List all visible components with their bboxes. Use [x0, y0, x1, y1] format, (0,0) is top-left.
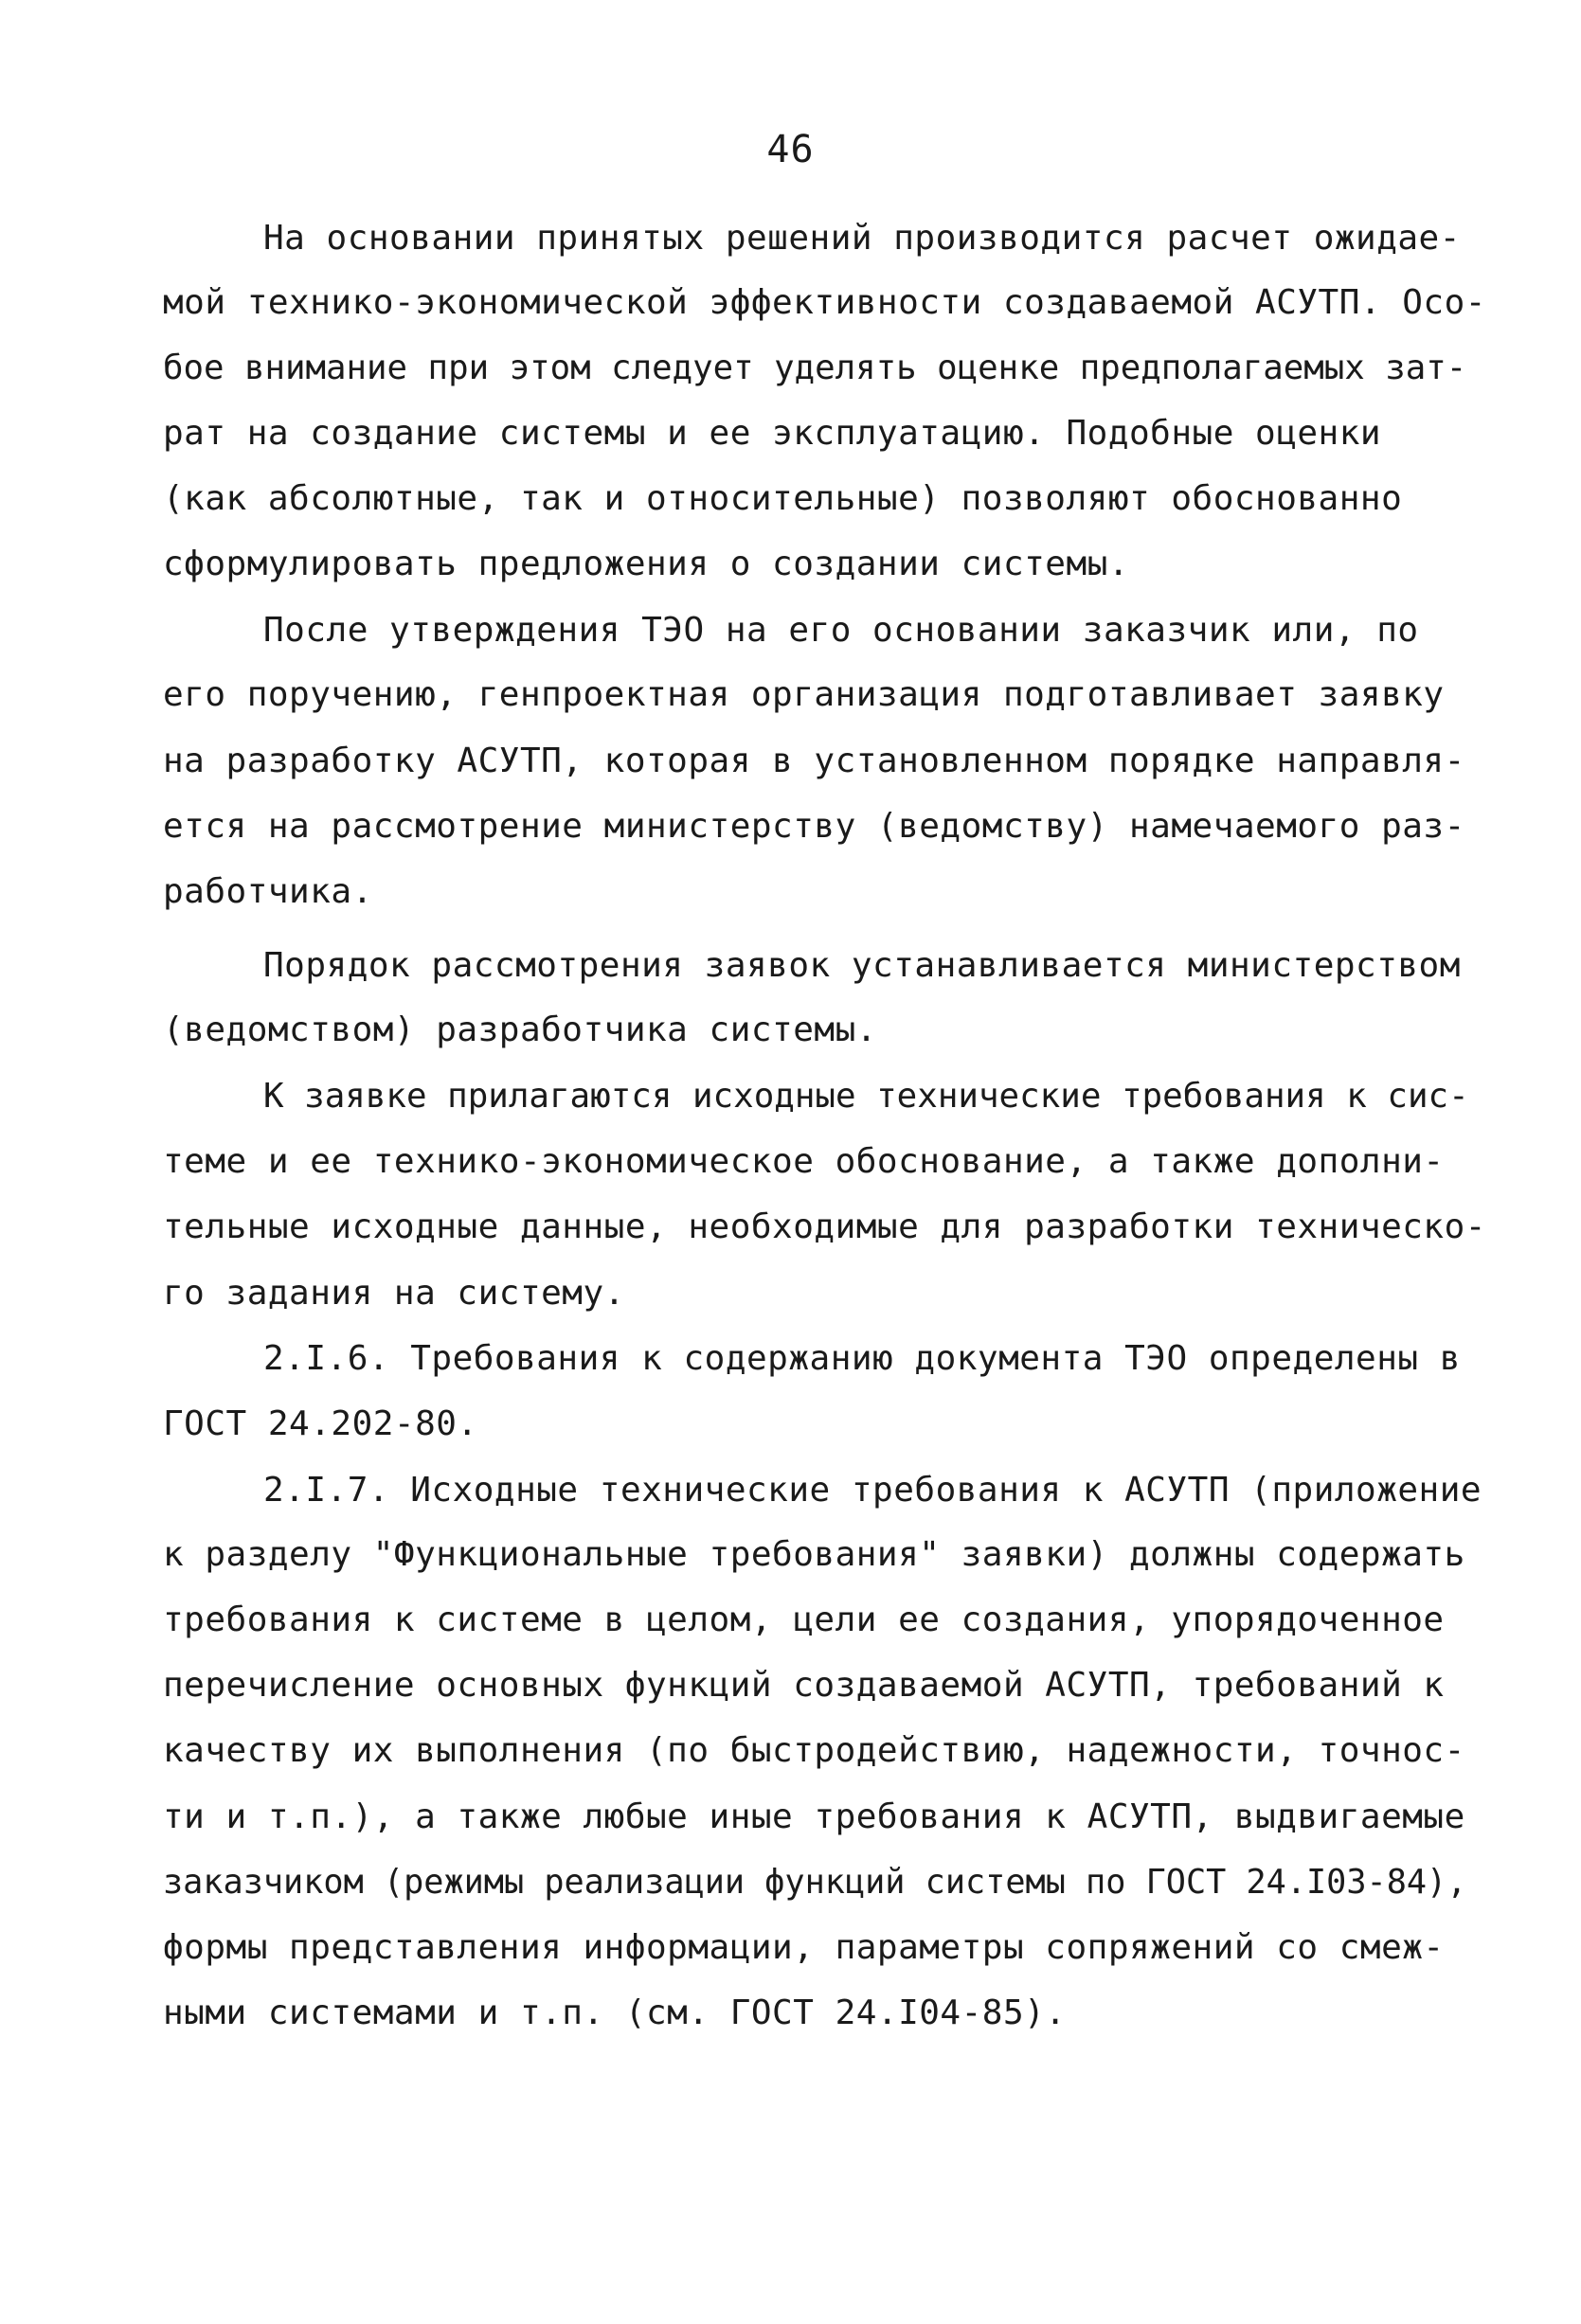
text-line: После утверждения ТЭО на его основании заказчик или, по — [263, 611, 1419, 650]
text-line: бое внимание при этом следует уделять оценке предполагаемых зат- — [163, 349, 1467, 387]
text-line: заказчиком (режимы реализации функций системы по ГОСТ 24.I03-84), — [163, 1863, 1467, 1902]
text-line: ГОСТ 24.202-80. — [163, 1404, 478, 1443]
text-line: теме и ее технико-экономическое обоснование, а также дополни- — [163, 1142, 1445, 1181]
text-line: го задания на систему. — [163, 1274, 625, 1313]
text-line: К заявке прилагаются исходные технические требования к сис- — [263, 1077, 1469, 1116]
text-line: на разработку АСУТП, которая в установленном порядке направля- — [163, 742, 1465, 780]
text-line: сформулировать предложения о создании системы. — [163, 545, 1129, 583]
text-line: к разделу "Функциональные требования" заявки) должны содержать — [163, 1535, 1465, 1574]
text-line: тельные исходные данные, необходимые для разработки техническо- — [163, 1207, 1486, 1246]
text-line: ными системами и т.п. (см. ГОСТ 24.I04-85). — [163, 1993, 1067, 2032]
text-line: (ведомством) разработчика системы. — [163, 1010, 877, 1049]
text-line: (как абсолютные, так и относительные) позволяют обоснованно — [163, 479, 1403, 518]
text-line: 2.I.7. Исходные технические требования к АСУТП (приложение — [263, 1471, 1482, 1510]
text-line: рат на создание системы и ее эксплуатацию. Подобные оценки — [163, 414, 1382, 453]
text-line: качеству их выполнения (по быстродействию, надежности, точнос- — [163, 1731, 1465, 1770]
text-line: ется на рассмотрение министерству (ведомству) намечаемого раз- — [163, 807, 1465, 846]
text-line: перечисление основных функций создаваемой АСУТП, требований к — [163, 1666, 1445, 1705]
text-line: ти и т.п.), а также любые иные требования к АСУТП, выдвигаемые — [163, 1797, 1465, 1836]
text-line: мой технико-экономической эффективности создаваемой АСУТП. Осо- — [163, 283, 1486, 322]
text-line: 2.I.6. Требования к содержанию документа ТЭО определены в — [263, 1339, 1461, 1378]
text-line: Порядок рассмотрения заявок устанавливается министерством — [263, 946, 1461, 985]
text-line: работчика. — [163, 872, 373, 911]
text-line: формы представления информации, параметры сопряжений со смеж- — [163, 1928, 1445, 1967]
text-line: На основании принятых решений производится расчет ожидае- — [263, 219, 1461, 258]
page-number: 46 — [766, 128, 815, 171]
text-line: его поручению, генпроектная организация подготавливает заявку — [163, 675, 1445, 714]
text-line: требования к системе в целом, цели ее создания, упорядоченное — [163, 1600, 1445, 1639]
